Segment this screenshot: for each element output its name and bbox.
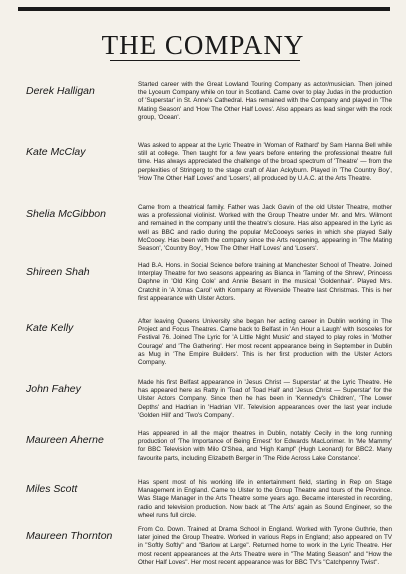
top-rule <box>18 7 390 11</box>
title-underline <box>110 60 300 61</box>
member-name: Kate McClay <box>26 146 86 158</box>
member-bio: Has spent most of his working life in entertainment field, starting in Rep on Stage Management in England. Came to Ulster to the Group Theatre and tours of the Province. Was Stage Manager in the Arts Theatre some years ago. Became interested in recording, radio and television production. Now back at 'The Arts' again as Sound Engineer, so the wheel runs full circle. <box>138 479 392 519</box>
member-name: Shelia McGibbon <box>26 208 106 220</box>
page-title: THE COMPANY <box>101 30 305 60</box>
member-bio: Started career with the Great Lowland Touring Company as actor/musician. Then joined the Lyceum Company while on tour in Scotland. Came over to play Judas in the production of 'Superstar' in St. Anne's Cathedral. Has remained with the Company and played in 'The Mating Season' and 'How The Other Half Loves'. Also appears as lead singer with the rock group, 'Ocean'. <box>138 81 392 121</box>
member-bio: Had B.A. Hons. in Social Science before training at Manchester School of Theatre. Joined Interplay Theatre for two seasons appearing as Bianca in 'Taming of the Shrew', Princess Daphne in 'Old King Cole' and Annie Besant in the musical 'Goldenhair'. Played Mrs. Cratchit in 'A Xmas Carol' with Kompany at Riverside Theatre last Christmas. This is her first appearance with Ulster Actors. <box>138 262 392 302</box>
member-name: Miles Scott <box>26 483 78 495</box>
member-name: Shireen Shah <box>26 266 90 278</box>
member-bio: Made his first Belfast appearance in 'Jesus Christ — Superstar' at the Lyric Theatre. He has appeared here as Ratty in 'Toad of Toad Hall' and 'Jesus Christ — Superstar' for the Ulster Actors Company. Since then he has been in 'Kennedy's Children', 'The Lower Depths' and Hadrian in 'Hadrian VII'. Television appearances over the last year include 'Golden Hill' and 'Two's Company'. <box>138 379 392 419</box>
member-name: Maureen Thornton <box>26 530 113 542</box>
member-name: John Fahey <box>26 383 81 395</box>
member-name: Kate Kelly <box>26 322 74 334</box>
member-bio: Came from a theatrical family. Father was Jack Gavin of the old Ulster Theatre, mother was a professional violinist. Worked with the Group Theatre under Mr. and Mrs. Wilmont and remained in the company until the theatre's closure. Has also appeared in the Lyric as well as BBC and radio during the popular McCooeys series in which she played Sally McCooey. Has been with the company since the Arts reopening, appearing in 'The Mating Season', 'Country Boy', 'How The Other Half Loves' and 'Losers'. <box>138 204 392 253</box>
member-bio: From Co. Down. Trained at Drama School in England. Worked with Tyrone Guthrie, then later joined the Group Theatre. Worked in various Reps in England; also appeared on TV in "Softly Softly" and "Barlow at Large". Returned home to work in the Lyric Theatre. Her most recent appearances at the Arts Theatre were in "The Mating Season" and "How the Other Half Loves". Her most recent appearance was for BBC TV's "Catchpenny Twist". <box>138 526 392 566</box>
member-name: Derek Halligan <box>26 85 95 97</box>
member-name: Maureen Aherne <box>26 434 104 446</box>
member-bio: After leaving Queens University she began her acting career in Dublin working in The Project and Focus Theatres. Came back to Belfast in 'An Hour a Laugh' with Isosceles for Festival 76. Joined The Lyric for 'A Little Night Music' and stayed to play roles in 'Mother Courage' and 'The Gathering'. Her most recent appearance being in September in Dublin as Mug in 'The Empire Builders'. This is her first production with the Ulster Actors Company. <box>138 318 392 367</box>
member-bio: Has appeared in all the major theatres in Dublin, notably Cecily in the long running production of 'The Importance of Being Ernest' for Edwards MacLorimer. In 'Me Mammy' for BBC Television with Milo O'Shea, and 'High Kampf' (Hugh Leonard) for BBC2. Many favourite parts, including Elizabeth Berger in 'The Ride Across Lake Constance'. <box>138 430 392 462</box>
member-bio: Was asked to appear at the Lyric Theatre in 'Woman of Rathard' by Sam Hanna Bell while still at college. Then taught for a few years before entering the professional theatre full time. Has always appreciated the challenge of the broad spectrum of 'Theatre' — from the perplexities of Stringerg to the stage craft of Alan Ackyburn. Played in 'The Country Boy', 'How The Other Half Loves' and 'Losers', all produced by U.A.C. at the Arts Theatre. <box>138 142 392 182</box>
